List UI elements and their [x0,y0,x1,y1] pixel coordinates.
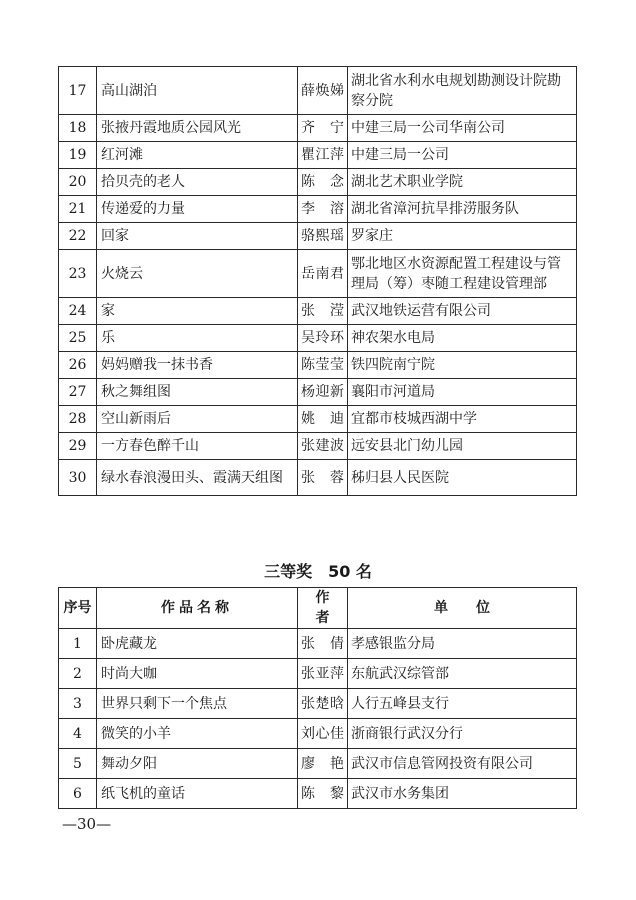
author-name: 张 倩 [298,629,348,659]
work-unit: 鄂北地区水资源配置工程建设与管理局（筹）枣随工程建设管理部 [348,250,577,298]
row-number: 24 [59,298,97,325]
author-name: 李 溶 [298,196,348,223]
work-unit: 湖北省水利水电规划勘测设计院勘察分院 [348,67,577,115]
work-unit: 孝感银监分局 [348,629,577,659]
work-title: 时尚大咖 [97,659,298,689]
row-number: 30 [59,460,97,496]
table-row [59,67,577,115]
work-title: 传递爱的力量 [97,196,298,223]
table-row [59,115,577,142]
author-name: 陈 念 [298,169,348,196]
work-unit: 宜都市枝城西湖中学 [348,406,577,433]
work-title: 纸飞机的童话 [97,779,298,809]
work-unit: 中建三局一公司 [348,142,577,169]
row-number: 4 [59,719,97,749]
row-number: 22 [59,223,97,250]
third-prize-body [59,629,577,809]
work-title: 妈妈赠我一抹书香 [97,352,298,379]
row-number: 28 [59,406,97,433]
row-number: 3 [59,689,97,719]
author-name: 陈莹莹 [298,352,348,379]
work-unit: 湖北艺术职业学院 [348,169,577,196]
work-title: 一方春色醉千山 [97,433,298,460]
table-row [59,142,577,169]
work-unit: 湖北省漳河抗旱排涝服务队 [348,196,577,223]
work-unit: 浙商银行武汉分行 [348,719,577,749]
table-row [59,629,577,659]
table-header [59,588,577,629]
work-unit: 中建三局一公司华南公司 [348,115,577,142]
author-name: 瞿江萍 [298,142,348,169]
work-title: 卧虎藏龙 [97,629,298,659]
work-unit: 秭归县人民医院 [348,460,577,496]
table-row [59,196,577,223]
author-name: 齐 宁 [298,115,348,142]
table-row [59,223,577,250]
work-title: 火烧云 [97,250,298,298]
author-name: 杨迎新 [298,379,348,406]
author-name: 吴玲环 [298,325,348,352]
author-name: 骆熙瑶 [298,223,348,250]
work-title: 乐 [97,325,298,352]
table-row [59,460,577,496]
work-title: 张掖丹霞地质公园风光 [97,115,298,142]
work-title: 微笑的小羊 [97,719,298,749]
author-name: 薛焕娣 [298,67,348,115]
work-title: 空山新雨后 [97,406,298,433]
work-title: 世界只剩下一个焦点 [97,689,298,719]
table-row [59,169,577,196]
table-row [59,433,577,460]
work-unit: 人行五峰县支行 [348,689,577,719]
table-row [59,406,577,433]
header-title: 作品名称 [97,588,298,629]
row-number: 29 [59,433,97,460]
work-unit: 远安县北门幼儿园 [348,433,577,460]
row-number: 19 [59,142,97,169]
author-name: 张建波 [298,433,348,460]
work-title: 家 [97,298,298,325]
work-unit: 襄阳市河道局 [348,379,577,406]
award-table-continued [58,66,577,496]
third-prize-table [58,587,577,809]
work-unit: 武汉市信息管网投资有限公司 [348,749,577,779]
work-unit: 罗家庄 [348,223,577,250]
work-title: 秋之舞组图 [97,379,298,406]
author-name: 张亚萍 [298,659,348,689]
page-number: —30— [62,815,112,833]
table-row [59,689,577,719]
author-name: 张楚晗 [298,689,348,719]
work-unit: 武汉地铁运营有限公司 [348,298,577,325]
work-unit: 神农架水电局 [348,325,577,352]
header-row [59,588,577,629]
row-number: 1 [59,629,97,659]
row-number: 25 [59,325,97,352]
author-name: 廖 艳 [298,749,348,779]
row-number: 21 [59,196,97,223]
table-row [59,379,577,406]
row-number: 20 [59,169,97,196]
work-unit: 东航武汉综管部 [348,659,577,689]
author-name: 陈 黎 [298,779,348,809]
work-title: 高山湖泊 [97,67,298,115]
work-title: 舞动夕阳 [97,749,298,779]
author-name: 刘心佳 [298,719,348,749]
header-no: 序号 [59,588,97,629]
header-author: 作 者 [298,588,348,629]
table-row [59,250,577,298]
table-row [59,719,577,749]
row-number: 27 [59,379,97,406]
author-name: 姚 迪 [298,406,348,433]
work-title: 红河滩 [97,142,298,169]
row-number: 6 [59,779,97,809]
award-table-body [59,67,577,496]
work-unit: 武汉市水务集团 [348,779,577,809]
work-unit: 铁四院南宁院 [348,352,577,379]
row-number: 5 [59,749,97,779]
author-name: 张 滢 [298,298,348,325]
table-row [59,352,577,379]
work-title: 绿水春浪漫田头、霞满天组图 [97,460,298,496]
header-unit: 单 位 [348,588,577,629]
section-title: 三等奖 50 名 [264,562,372,581]
table-row [59,298,577,325]
row-number: 18 [59,115,97,142]
author-name: 张 蓉 [298,460,348,496]
table-row [59,779,577,809]
table-row [59,325,577,352]
row-number: 23 [59,250,97,298]
table-row [59,749,577,779]
row-number: 2 [59,659,97,689]
table-row [59,659,577,689]
work-title: 拾贝壳的老人 [97,169,298,196]
row-number: 17 [59,67,97,115]
row-number: 26 [59,352,97,379]
work-title: 回家 [97,223,298,250]
author-name: 岳南君 [298,250,348,298]
